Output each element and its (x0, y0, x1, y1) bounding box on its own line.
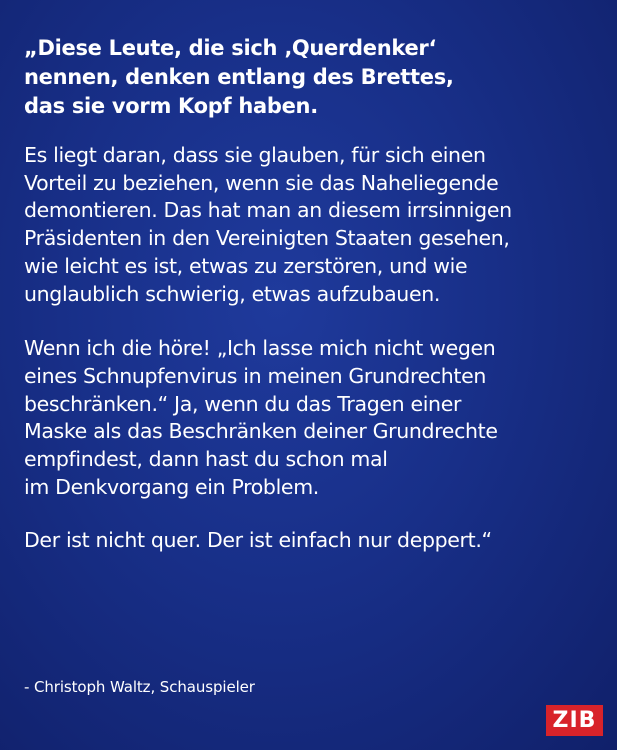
zib-logo: ZIB (546, 705, 603, 736)
attribution: - Christoph Waltz, Schauspieler (24, 678, 255, 696)
quote-paragraph: Wenn ich die höre! „Ich lasse mich nicht wegen eines Schnupfenvirus in meinen Grundrechten beschränken.“ Ja, wenn du das Tragen einer Maske als das Beschränken deiner Grundrechte empfindest, dann hast du schon mal im Denkvorgang ein Problem. (24, 336, 498, 499)
quote-paragraph: Es liegt daran, dass sie glauben, für sich einen Vorteil zu beziehen, wenn sie das Naheliegende demontieren. Das hat man an diesem irrsinnigen Präsidenten in den Vereinigten Staaten gesehen, wie leicht es ist, etwas zu zerstören, und wie unglaublich schwierig, etwas aufzubauen. (24, 143, 512, 306)
quote-headline: „Diese Leute, die sich ‚Querdenker‘ nennen, denken entlang des Brettes, das sie vorm Kopf haben. (24, 36, 454, 118)
quote-paragraph: Der ist nicht quer. Der ist einfach nur deppert.“ (24, 528, 492, 553)
quote-card (24, 34, 599, 555)
